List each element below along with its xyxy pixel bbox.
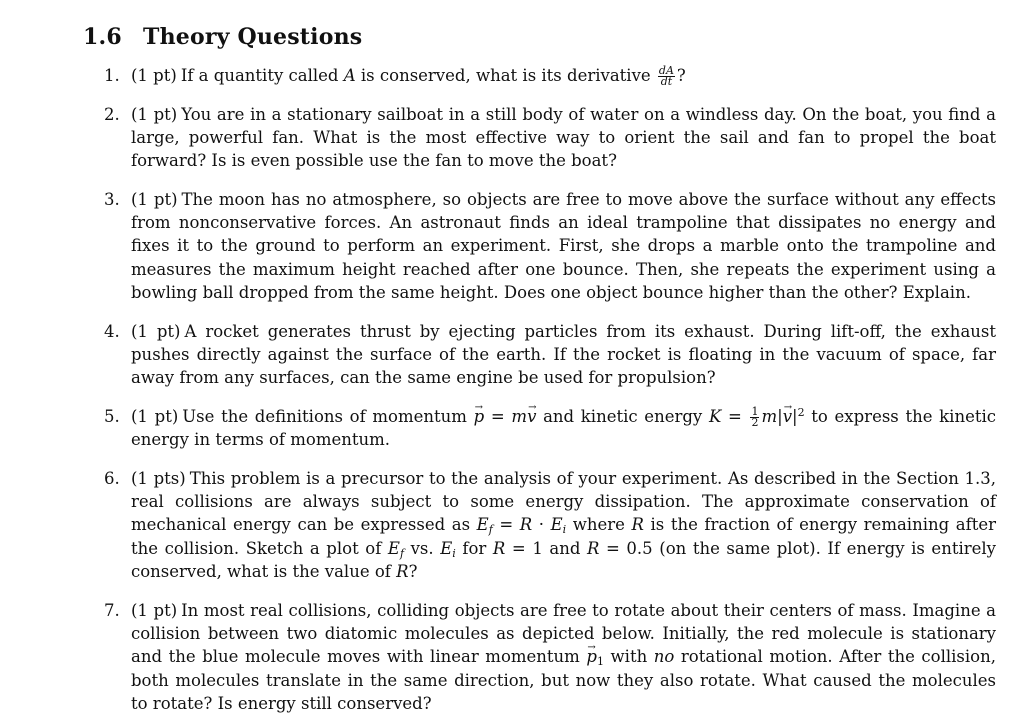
question-text: Use the definitions of momentum	[182, 407, 474, 426]
math-operator: ·	[532, 515, 551, 535]
math-variable: m	[511, 407, 528, 426]
question-text: is conserved, what is its derivative	[355, 66, 656, 85]
question-text: to express the kinetic energy in terms of momentum.	[131, 407, 996, 450]
emphasis-text: no	[653, 647, 675, 667]
half-fraction	[750, 407, 759, 428]
section-title: Theory Questions	[143, 24, 363, 50]
velocity-vector: → v	[783, 405, 792, 428]
question-points: (1 pts)	[131, 469, 186, 488]
question-number: 3.	[104, 190, 120, 209]
section-number: 1.6	[83, 24, 122, 50]
question-text: The moon has no atmosphere, so objects are free to move above the surface without any effects from nonconservative forces. An astronaut finds an ideal trampoline that dissipates no energy and fixes it to the ground to perform an experiment. First, she drops a marble onto the trampoline and measures the maximum height reached after one bounce. Then, she repeats the experiment using a bowling ball dropped from the same height. Does one object bounce higher than the other? Explain.	[131, 190, 996, 302]
math-variable: A	[343, 66, 356, 85]
question-text: You are in a stationary sailboat in a still body of water on a windless day. On the boat, you find a large, powerful fan. What is the most effective way to orient the sail and fan to propel the boat forward? Is is even possible use the fan to move the boat?	[131, 105, 996, 171]
question-text: In most real collisions, colliding objects are free to rotate about their centers of mass. Imagine a collision between two diatomic molecules as depicted below. Initially, the red molecule is stationary and the blue molecule moves with linear momentum	[131, 601, 996, 667]
question-points: (1 pt)	[131, 407, 179, 426]
math-variable: R	[492, 538, 506, 558]
math-variable: E	[476, 515, 489, 535]
question-number: 1.	[104, 66, 120, 85]
question-number: 2.	[104, 105, 120, 124]
subscript: i	[452, 546, 456, 560]
question-text: If a quantity called	[180, 66, 344, 85]
fraction-denominator: 2	[751, 416, 759, 429]
fraction-numerator: 1	[751, 405, 759, 418]
question-text: = 0.5 (on the same plot). If energy is entirely conserved, what is the value of	[131, 538, 996, 581]
question-number: 5.	[104, 407, 120, 426]
question-points: (1 pt)	[131, 105, 178, 124]
question-text: rotational motion. After the collision, both molecules translate in the same direction, but now they also rotate. What caused the molecules to rotate? Is energy still conserved?	[131, 647, 996, 713]
question-number: 4.	[104, 322, 120, 341]
question-body	[131, 64, 996, 87]
question-6	[104, 467, 996, 583]
math-variable: m	[761, 407, 778, 426]
question-number: 7.	[104, 601, 120, 620]
question-2	[104, 103, 996, 173]
math-operator: |	[792, 407, 798, 426]
question-text: for	[455, 538, 493, 558]
question-text: and kinetic energy	[536, 407, 709, 426]
fraction-denominator: dt	[660, 75, 673, 88]
velocity-vector: → v	[527, 405, 536, 428]
question-3	[104, 188, 996, 304]
math-variable: R	[519, 515, 533, 535]
question-body	[131, 188, 996, 304]
question-4	[104, 320, 996, 390]
question-points: (1 pt)	[131, 322, 181, 341]
fraction-numerator: dA	[658, 64, 674, 77]
question-points: (1 pt)	[131, 601, 178, 620]
math-variable: E	[387, 538, 400, 558]
section-heading	[83, 24, 362, 50]
derivative-fraction	[658, 66, 675, 87]
subscript: f	[399, 546, 405, 560]
subscript: i	[562, 523, 567, 537]
question-text: is the fraction of energy remaining after the collision. Sketch a plot of	[131, 515, 996, 558]
question-text: This problem is a precursor to the analysis of your experiment. As described in the Section 1.3, real collisions are always subject to some energy dissipation. The approximate conservation of mechanical energy can be expressed as	[131, 469, 996, 535]
momentum-vector: → p	[586, 645, 597, 668]
question-text: ?	[676, 66, 686, 85]
math-operator: =	[721, 407, 749, 426]
math-variable: R	[631, 515, 644, 535]
question-points: (1 pt)	[131, 66, 177, 85]
question-text: vs.	[404, 538, 441, 558]
math-operator: |	[777, 407, 783, 426]
math-variable: E	[550, 515, 563, 535]
question-5	[104, 405, 996, 451]
question-text: where	[566, 515, 632, 535]
question-body	[131, 103, 996, 173]
question-body	[131, 467, 996, 583]
math-variable: R	[587, 538, 600, 558]
question-7	[104, 599, 996, 715]
math-variable: R	[396, 561, 409, 581]
math-operator: =	[484, 407, 512, 426]
question-1	[104, 64, 996, 87]
momentum-vector: → p	[474, 405, 485, 428]
math-variable: E	[440, 538, 453, 558]
question-points: (1 pt)	[131, 190, 178, 209]
question-body	[131, 599, 996, 715]
question-text: with	[603, 647, 654, 667]
subscript: f	[488, 523, 493, 537]
question-number: 6.	[104, 469, 120, 488]
question-text: ?	[408, 561, 418, 581]
question-body	[131, 320, 996, 390]
math-variable: K	[708, 407, 722, 426]
question-body	[131, 405, 996, 451]
subscript: 1	[596, 655, 604, 669]
question-text: = 1 and	[505, 538, 588, 558]
exponent: 2	[797, 406, 805, 419]
math-operator: =	[492, 515, 520, 535]
question-text: A rocket generates thrust by ejecting particles from its exhaust. During lift-off, the exhaust pushes directly against the surface of the earth. If the rocket is floating in the vacuum of space, far away from any surfaces, can the same engine be used for propulsion?	[131, 322, 997, 388]
